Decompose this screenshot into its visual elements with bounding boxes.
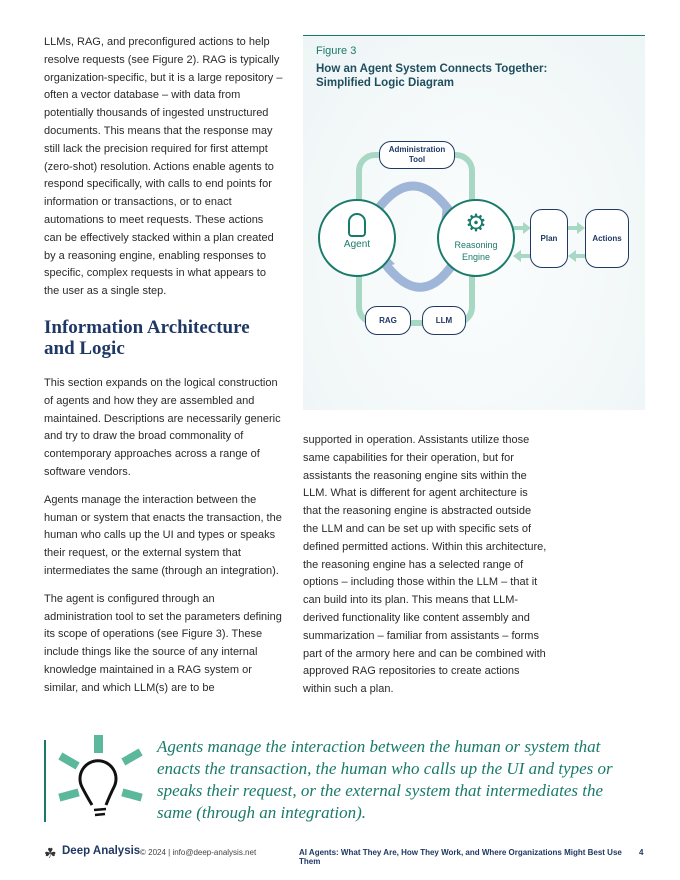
figure-title-line: Simplified Logic Diagram	[316, 77, 455, 89]
node-label: Reasoning	[454, 240, 498, 250]
gear-icon: ⚙	[465, 210, 487, 237]
paragraph: supported in operation. Assistants utilize those same capabilities for their operation, but for assistants the reasoning engine sits within the LLM. What is different for agent architecture is that the reasoning engine is abstracted outside the LLM and can be set up with specific sets of defined permitted actions. Within this architecture, the reasoning engine has a selected range of options – including those within the LLM – that it can build into its plan. This means that LLM-derived functionality like content assembly and summarization – familiar from assistants – forms part of the armory here and can be combined with approved RAG repositories to create actions within such a plan.	[303, 434, 547, 696]
page-number: 4	[639, 848, 644, 857]
node-label: LLM	[435, 315, 453, 325]
node-label: Administration	[388, 145, 446, 154]
pull-quote: Agents manage the interaction between the human or system that enacts the transaction, the human who calls up the UI and types or speaks their request, or the external system that intermediates the same (through an integration).	[157, 737, 613, 822]
paragraph: The agent is configured through an administration tool to set the parameters defining its scope of operations (see Figure 3). These include things like the source of any internal knowledge maintained in a RAG system or similar, and which LLM(s) are to be	[44, 592, 282, 694]
page-footer	[44, 845, 644, 866]
agent-node	[318, 199, 396, 277]
reasoning-engine-node	[437, 199, 515, 277]
node-label: Plan	[540, 233, 558, 243]
admin-tool-node	[379, 141, 455, 169]
brand-name: Deep Analysis	[62, 845, 141, 857]
intro-paragraph: LLMs, RAG, and preconfigured actions to help resolve requests (see Figure 2). RAG is typically organization-specific, but it is a large repository – often a vector database – with data from potentially thousands of ingested unstructured documents. This means that the response may still lack the precision required for first attempt (zero-shot) resolution. Actions enable agents to respond specifically, with calls to end points for information or transactions, or to enact automations to meet requests. These actions can be effectively stacked within a plan created by a reasoning engine, enabling responses to specific, complex requests in what appears to the user as a single step.	[44, 36, 283, 298]
plan-node	[530, 209, 568, 268]
actions-node	[585, 209, 629, 268]
node-label: Agent	[343, 239, 371, 250]
logo-icon: ☘	[44, 845, 57, 861]
lightbulb-icon	[56, 733, 146, 823]
llm-node	[422, 306, 466, 335]
quote-divider	[44, 740, 46, 822]
node-label: Tool	[408, 155, 426, 164]
paragraph: Agents manage the interaction between the human or system that enacts the transaction, the human who calls up the UI and types or speaks their request, or the external system that intermediates the same (through an integration).	[44, 493, 282, 577]
node-label: Engine	[461, 252, 491, 262]
document-title: AI Agents: What They Are, How They Work, and Where Organizations Might Best Use Them	[299, 848, 622, 866]
node-label: RAG	[379, 315, 397, 325]
right-column	[303, 432, 548, 709]
node-label: Actions	[592, 233, 622, 243]
figure-label: Figure 3	[316, 45, 357, 57]
copyright: © 2024 | info@deep-analysis.net	[140, 848, 257, 857]
paragraph: This section expands on the logical construction of agents and how they are assembled and maintained. Descriptions are necessarily generic and try to draw the broad commonality of contemporary approaches across a range of software vendors.	[44, 376, 281, 478]
figure-title-line: How an Agent System Connects Together:	[316, 63, 548, 75]
figure-3	[303, 35, 645, 410]
section-heading: Information Architecture and Logic	[44, 316, 250, 359]
robot-head-icon	[348, 213, 366, 237]
left-column	[44, 34, 284, 708]
rag-node	[365, 306, 411, 335]
